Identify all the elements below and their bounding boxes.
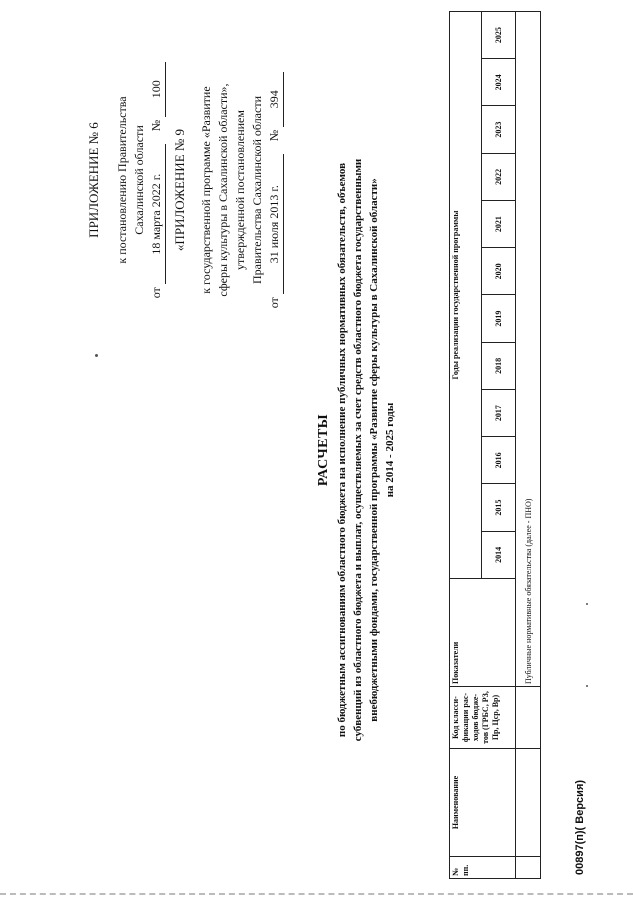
appendix-6-number-label: № [149, 119, 163, 132]
appendix-9-line-1: к государственной программе «Развитие [199, 86, 213, 294]
document-title-block [316, 125, 398, 775]
header-year: 2017 [481, 390, 516, 437]
header-year: 2016 [481, 437, 516, 484]
scan-speck [586, 603, 588, 605]
document-description-line-3: внебюджетными фондами, государственной программы «Развитие сферы культуры в Сахалинской области» [368, 178, 380, 722]
appendix-9-number-label: № [267, 129, 281, 142]
section-row-title: Публичные нормативные обязательства (далее - ПНО) [516, 12, 541, 687]
section-row-number-cell [516, 857, 541, 879]
section-row-code-cell [516, 687, 541, 749]
header-year: 2024 [481, 59, 516, 106]
appendix-9-line-2: сферы культуры в Сахалинской области», [216, 83, 230, 297]
header-year: 2015 [481, 484, 516, 531]
header-indicators: Показатели [450, 579, 516, 687]
appendix-6-date: 18 марта 2022 г. [148, 144, 166, 284]
appendix-9-number: 394 [266, 72, 284, 127]
document-description-line-1: по бюджетным ассигнованиям областного бюджета на исполнение публичных нормативных обязательств, объемов [336, 162, 348, 738]
section-row-name-cell [516, 749, 541, 857]
header-years-group: Годы реализации государственной программы [450, 12, 482, 579]
header-year: 2023 [481, 106, 516, 153]
appendix-6-signature-line [148, 15, 166, 345]
appendix-6-line-2: Сахалинской области [132, 125, 146, 235]
header-year: 2019 [481, 295, 516, 342]
appendix-9-line-3: утвержденной постановлением [233, 110, 247, 270]
appendix-6-number: 100 [148, 62, 166, 117]
footer-version-mark: 00897(п)( Версия) [574, 779, 586, 875]
scan-speck [586, 685, 588, 687]
document-description-line-2: субвенций из областного бюджета и выплат, осуществляемых за счет средств областного бюджета государственными [352, 158, 364, 742]
appendix-9-block [172, 5, 284, 375]
header-year: 2025 [481, 12, 516, 59]
calculation-table-grid [449, 11, 541, 879]
appendix-9-from-label: от [267, 297, 281, 309]
appendix-6-title: ПРИЛОЖЕНИЕ № 6 [86, 122, 101, 238]
header-year: 2022 [481, 153, 516, 200]
table-section-row [516, 12, 541, 879]
appendix-6-line-1: к постановлению Правительства [115, 96, 129, 264]
calculation-table [449, 11, 541, 879]
header-number: № пп. [450, 857, 516, 879]
document-title: РАСЧЕТЫ [316, 413, 331, 487]
document-description-line-4: на 2014 - 2025 годы [384, 402, 396, 498]
appendix-6-from-label: от [149, 287, 163, 299]
header-year: 2020 [481, 248, 516, 295]
scan-speck [95, 354, 98, 357]
table-header-row-1 [450, 12, 482, 879]
appendix-9-signature-line [266, 5, 284, 375]
appendix-9-title: «ПРИЛОЖЕНИЕ № 9 [172, 128, 187, 252]
header-year: 2018 [481, 342, 516, 389]
appendix-9-line-4: Правительства Сахалинской области [250, 95, 264, 285]
header-code: Код класси-фикации рас-ходов бюдже-тов (ГРБС, РЗ, Пр, Цср, Вр) [450, 687, 516, 749]
header-name: Наименование [450, 749, 516, 857]
header-year: 2021 [481, 201, 516, 248]
appendix-9-date: 31 июля 2013 г. [266, 154, 284, 294]
header-year: 2014 [481, 531, 516, 578]
appendix-6-block [86, 15, 166, 345]
scan-edge [0, 893, 633, 895]
